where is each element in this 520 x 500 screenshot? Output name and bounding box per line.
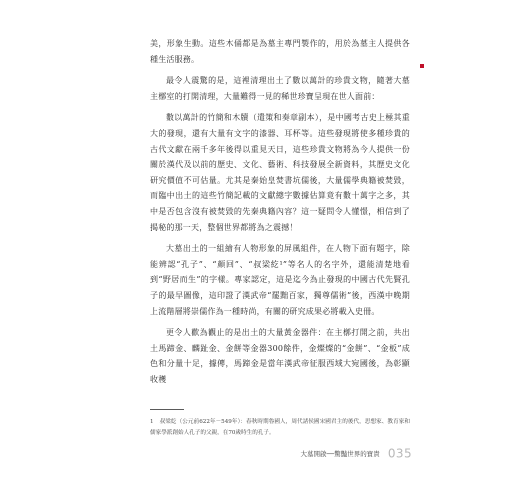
running-title: 大墓開啟──驚豔世界的寶貴	[300, 450, 380, 458]
paragraph-5: 更令人歡為觀止的是出土的大量黃金器件：在主槨打開之前，共出土馬蹄金、麟趾金、金餅等金器300餘件，金燦燦的“金餅”、“金板”成色和分量十足，據傳，馬蹄金是當年漢武帝征服西域大宛國後，為彰顯收穫	[150, 328, 410, 384]
paragraph-4: 大墓出土的一組繪有人物形象的屏風組件，在人物下面有題字，除能辨認“孔子”、“顏回”、“叔梁紇¹”等名人的名字外，還能清楚地看到“野居而生”的字樣。專家認定，這是迄今為止發現的中國古代先賢孔子的最早圖像，這印證了漢武帝“罷黜百家，獨尊儒術”後，西漢中晚期上流階層將崇儒作為一種時尚，有關的研究成果必將載入史冊。	[150, 244, 410, 316]
footnote-text: 叔梁紇（公元前622年－549年）：春秋時期魯國人，周代諸侯國宋國君主的後代，思想家、教育家和儒家學派創始人孔子的父親，在70歲時生的孔子。	[150, 419, 410, 436]
body-text	[150, 36, 410, 387]
red-margin-marker	[420, 64, 424, 68]
paragraph-1: 美，形象生動。這些木俑都是為墓主專門製作的，用於為墓主人提供各種生活服務。	[150, 39, 410, 64]
paragraph-3: 數以萬計的竹簡和木牘（遣策和奏章副本），是中國考古史上極其重大的發現，還有大量有文字的漆器、耳杯等。這些發現將使多種珍貴的古代文獻在兩千多年後得以重見天日，這些珍貴文物將為今人提供一份關於漢代及以前的歷史、文化、藝術、科技發展全新資料，其歷史文化研究價值不可估量。尤其是秦始皇焚書坑儒後，大量儒學典籍被焚毀，而臨中出土的這些竹簡記載的文獻總字數據估算竟有數十萬字之多，其中是否包含沒有被焚毀的先秦典籍內容？這一疑問令人懂憬，相信到了揭秘的那一天，整個世界都將為之震撼！	[150, 113, 410, 232]
paragraph-2: 最令人震驚的是，這裡清理出土了數以萬計的珍貴文物，隨著大墓主槨室的打開清理，大量難得一見的稀世珍寶呈現在世人面前：	[150, 76, 410, 101]
footnote-number: 1	[150, 419, 154, 425]
page-footer	[300, 443, 412, 462]
footnote	[150, 417, 410, 439]
footnote-divider	[150, 409, 184, 410]
page-number: 035	[387, 446, 412, 461]
